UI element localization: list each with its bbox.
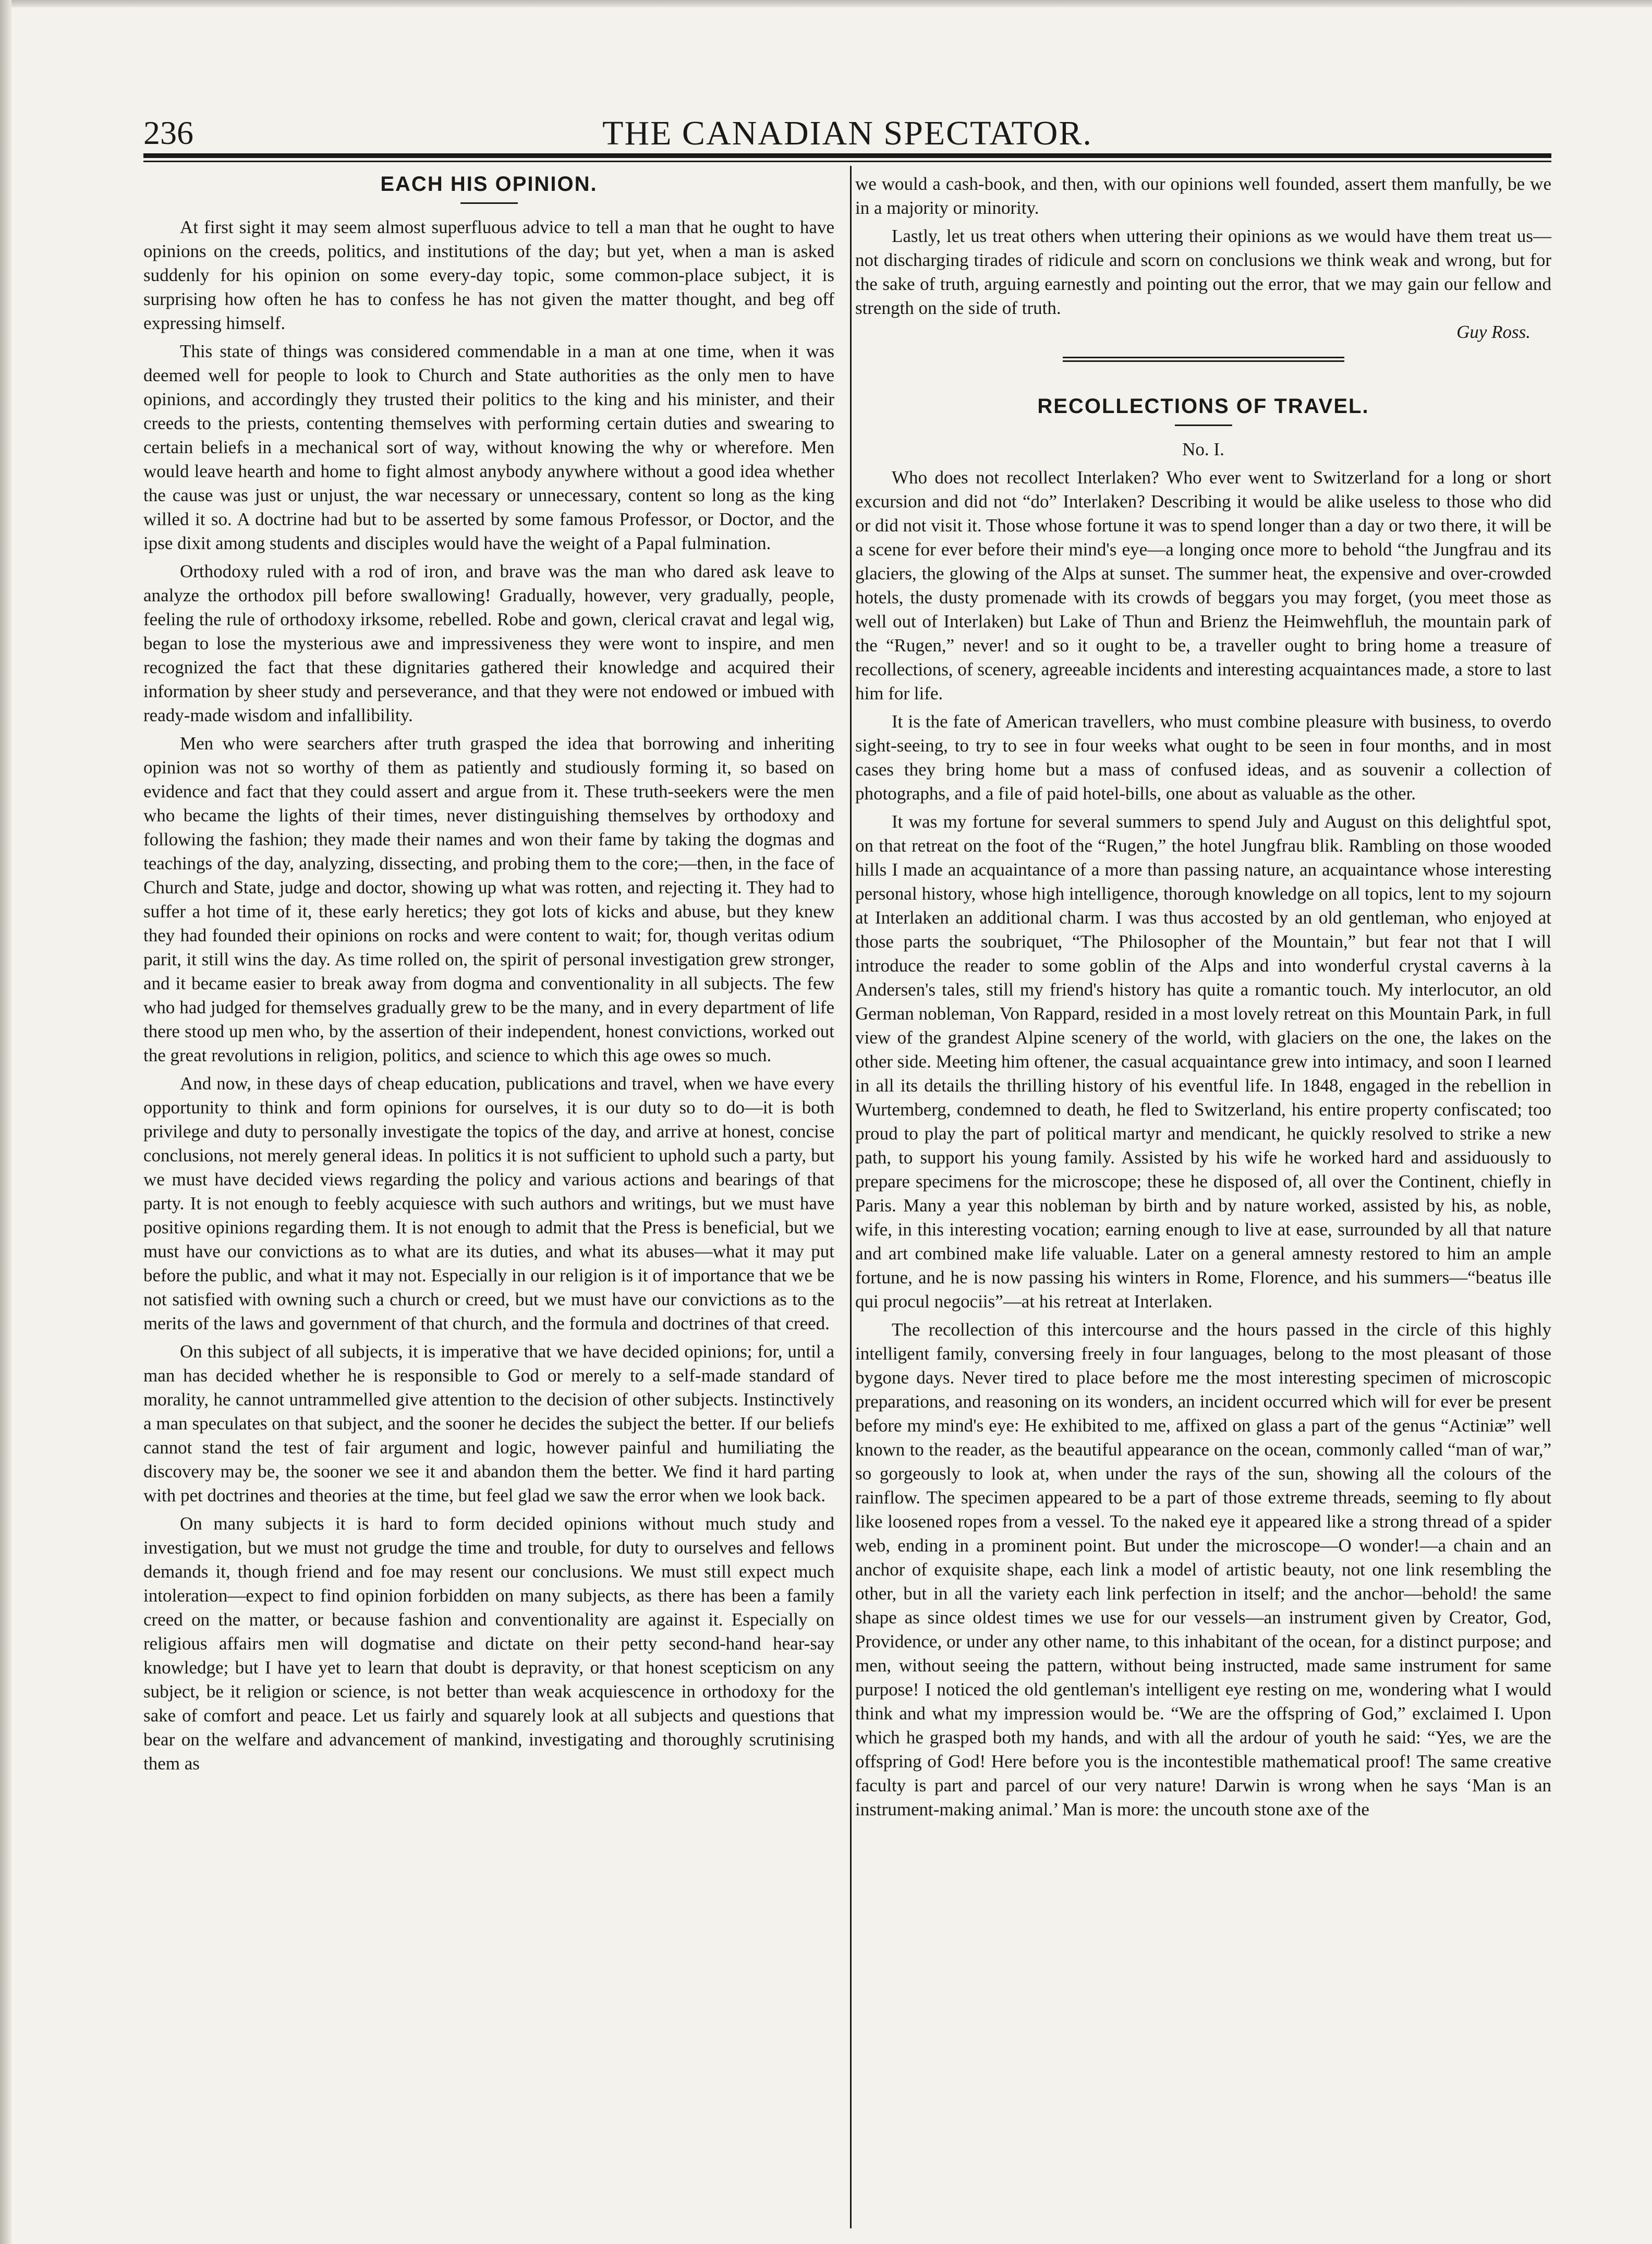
column-divider xyxy=(850,166,852,2228)
scan-edge-top xyxy=(0,0,1652,7)
paragraph: Men who were searchers after truth grasped the idea that borrowing and inheriting opinion was not so worthy of them as patiently and studiously forming it, so based on evidence and fact that they could assert and argue from it. These truth-seekers were the men who became the lights of their times, never distinguishing themselves by orthodoxy and following the fashion; they made their names and won their fame by taking the dogmas and teachings of the day, analyzing, dissecting, and probing them to the core;—then, in the face of Church and State, judge and doctor, showing up what was rotten, and rejecting it. They had to suffer a hot time of it, these early heretics; they got lots of kicks and abuse, but they knew they had founded their opinions on rocks and were content to wait; for, though veritas odium parit, it still wins the day. As time rolled on, the spirit of personal investigation grew stronger, and it became easier to break away from dogma and conventionality in all subjects. The few who had judged for themselves gradually grew to be the many, and in every department of life there stood up men who, by the assertion of their independent, honest convictions, worked out the great revolutions in religion, politics, and science to which this age owes so much. xyxy=(143,733,834,1065)
page-number: 236 xyxy=(143,114,193,151)
page-header xyxy=(143,114,1551,150)
paragraph: It was my fortune for several summers to spend July and August on this delightful spot, on that retreat on the foot of the “Rugen,” the hotel Jungfrau blik. Rambling on those wooded hills I made an acquaintance of a more than passing nature, an acquaintance whose interesting personal history, whose high intelligence, thorough knowledge on all topics, lent to my sojourn at Interlaken an additional charm. I was thus accosted by an old gentleman, who enjoyed at those parts the soubriquet, “The Philosopher of the Mountain,” but fear not that I will introduce the reader to some goblin of the Alps and into wonderful crystal caverns à la Andersen's tales, still my friend's history has quite a romantic touch. My interlocutor, an old German nobleman, Von Rappard, resided in a most lovely retreat on this Mountain Park, in full view of the grandest Alpine scenery of the world, with glaciers on the one, the lakes on the other side. Meeting him oftener, the casual acquaintance grew into intimacy, and soon I learned in all its details the thrilling history of his eventful life. In 1848, engaged in the rebellion in Wurtemberg, condemned to death, he fled to Switzerland, his entire property confiscated; too proud to play the part of political martyr and mendicant, he quickly resolved to strike a new path, to support his young family. Assisted by his wife he worked hard and assiduously to prepare specimens for the microscope; these he disposed of, all over the Continent, chiefly in Paris. Many a year this nobleman by birth and by nature worked, assisted by his, as noble, wife, in this interesting vocation; earning enough to live at ease, surrounded by all that nature and art combined make life valuable. Later on a general amnesty restored to him an ample fortune, and he is now passing his winters in Rome, Florence, and his summers—“beatus ille qui procul negociis”—at his retreat at Interlaken. xyxy=(855,811,1551,1312)
right-column xyxy=(855,172,1551,1822)
paragraph: Orthodoxy ruled with a rod of iron, and brave was the man who dared ask leave to analyze the orthodox pill before swallowing! Gradually, however, very gradually, people, feeling the rule of orthodoxy irksome, rebelled. Robe and gown, clerical cravat and legal wig, began to lose the mysterious awe and impressiveness they were wont to inspire, and men recognized the fact that these dignitaries gathered their knowledge and acquired their information by sheer study and perseverance, and that they were not endowed or imbued with ready-made wisdom and infallibility. xyxy=(143,561,834,725)
paragraph: And now, in these days of cheap education, publications and travel, when we have every opportunity to think and form opinions for ourselves, it is our duty so to do—it is both privilege and duty to personally investigate the topics of the day, and arrive at honest, concise conclusions, not merely general ideas. In politics it is not sufficient to uphold such a party, but we must have decided views regarding the policy and various actions and bearings of that party. It is not enough to feebly acquiesce with such authors and writings, but we must have positive opinions regarding them. It is not enough to admit that the Press is beneficial, but we must have our convictions as to what are its duties, and what its abuses—what it may put before the public, and what it may not. Especially in our religion is it of importance that we be not satisfied with owning such a church or creed, but we must have our convictions as to the merits of the laws and government of that church, and the formula and doctrines of that creed. xyxy=(143,1073,834,1333)
article-separator xyxy=(1063,357,1344,362)
article-title-recollections-of-travel: RECOLLECTIONS OF TRAVEL. xyxy=(1037,395,1369,418)
paragraph-continued: we would a cash-book, and then, with our opinions well founded, assert them manfully, be we in a majority or minority. xyxy=(855,174,1551,218)
header-rule-thick xyxy=(143,153,1551,158)
paragraph: It is the fate of American travellers, who must combine pleasure with business, to overdo sight-seeing, to try to see in four weeks what ought to be seen in four months, and in most cases they bring home but a mass of confused ideas, and as souvenir a collection of photographs, and a file of paid hotel-bills, one about as valuable as the other. xyxy=(855,711,1551,804)
title-rule xyxy=(460,202,518,204)
paragraph: On this subject of all subjects, it is imperative that we have decided opinions; for, until a man has decided whether he is responsible to God or merely to a self-made standard of morality, he cannot untrammelled give attention to the decision of other subjects. Instinctively a man speculates on that subject, and the sooner he decides the subject the better. If our beliefs cannot stand the test of fair argument and logic, however painful and humiliating the discovery may be, the sooner we see it and abandon them the better. We find it hard parting with pet doctrines and theories at the time, but feel glad we saw the error when we look back. xyxy=(143,1341,834,1506)
series-number: No. I. xyxy=(1182,439,1224,459)
scan-edge-left xyxy=(0,0,11,2244)
paragraph: Who does not recollect Interlaken? Who ever went to Switzerland for a long or short excursion and did not “do” Interlaken? Describing it would be alike useless to those who did or did not visit it. Those whose fortune it was to spend longer than a day or two there, it will be a scene for ever before their mind's eye—a longing once more to behold “the Jungfrau and its glaciers, the glowing of the Alps at sunset. The summer heat, the expensive and over-crowded hotels, the dusty promenade with its crowds of beggars you may forget, (you meet those as well out of Interlaken) but Lake of Thun and Brienz the Heimwehfluh, the mountain park of the “Rugen,” never! and so it ought to be, a traveller ought to bring home a treasure of recollections, of scenery, agreeable incidents and interesting acquaintances made, a store to last him for life. xyxy=(855,467,1551,703)
journal-title: THE CANADIAN SPECTATOR. xyxy=(602,114,1092,152)
paragraph: This state of things was considered commendable in a man at one time, when it was deemed well for people to look to Church and State authorities as the only men to have opinions, and accordingly they trusted their politics to the king and his minister, and their creeds to the priests, contenting themselves with performing certain duties and swearing to certain beliefs in a mechanical sort of way, without knowing the why or wherefore. Men would leave hearth and home to fight almost anybody anywhere without a good idea whether the cause was just or unjust, the war necessary or unnecessary, content so long as the king willed it so. A doctrine had but to be asserted by some famous Professor, or Doctor, and the ipse dixit among students and disciples would have the weight of a Papal fulmination. xyxy=(143,341,834,553)
paragraph: On many subjects it is hard to form decided opinions without much study and investigation, but we must not grudge the time and trouble, for duty to ourselves and fellows demands it, though friend and foe may resent our conclusions. We must still expect much intoleration—expect to find opinion forbidden on many subjects, as there has been a family creed on the matter, or because fashion and conventionality are against it. Especially on religious affairs men will dogmatise and dictate on their petty second-hand hear-say knowledge; but I have yet to learn that doubt is depravity, or that honest scepticism on any subject, be it religion or science, is not better than weak acquiescence in orthodoxy for the sake of comfort and peace. Let us fairly and squarely look at all subjects and questions that bear on the welfare and advancement of mankind, investigating and thoroughly scrutinising them as xyxy=(143,1513,834,1774)
title-rule xyxy=(1175,424,1232,426)
paragraph: The recollection of this intercourse and the hours passed in the circle of this highly intelligent family, conversing freely in four languages, belong to the most pleasant of those bygone days. Never tired to place before me the most interesting specimen of microscopic preparations, and reasoning on its wonders, an incident occurred which will for ever be present before my mind's eye: He exhibited to me, affixed on glass a part of the genus “Actiniæ” well known to the reader, as the beautiful appearance on the ocean, commonly called “man of war,” so gorgeously to look at, when under the rays of the sun, showing all the colours of the rainflow. The specimen appeared to be a part of those extreme threads, seeming to fly about like loosened ropes from a vessel. To the naked eye it appeared like a strong thread of a spider web, ending in a prominent point. But under the microscope—O wonder!—a chain and an anchor of exquisite shape, each link a model of artistic beauty, not one link resembling the other, but in all the variety each link perfection in itself; and the anchor—behold! the same shape as since oldest times we use for our vessels—an instrument given by Creator, God, Providence, or under any other name, to this inhabitant of the ocean, for a distinct purpose; and men, without seeing the pattern, without being instructed, made same instrument for same purpose! I noticed the old gentleman's intelligent eye resting on me, wondering what I would think and what my impression would be. “We are the offspring of God,” exclaimed I. Upon which he grasped both my hands, and with all the ardour of youth he said: “Yes, we are the offspring of God! Here before you is the incontestible mathematical proof! The same creative faculty is part and parcel of our very nature! Darwin is wrong when he says ‘Man is an instrument-making animal.’ Man is more: the uncouth stone axe of the xyxy=(855,1319,1551,1820)
paragraph: At first sight it may seem almost superfluous advice to tell a man that he ought to have opinions on the creeds, politics, and institutions of the day; but yet, when a man is asked suddenly for his opinion on some every-day topic, some common-place subject, it is surprising how often he has to confess he has not given the matter thought, and beg off expressing himself. xyxy=(143,217,834,333)
author-signature: Guy Ross. xyxy=(1456,322,1530,342)
header-rule-thin xyxy=(143,161,1551,162)
left-column xyxy=(143,172,834,1776)
article-title-each-his-opinion: EACH HIS OPINION. xyxy=(380,173,598,196)
paragraph: Lastly, let us treat others when uttering their opinions as we would have them treat us—not discharging tirades of ridicule and scorn on conclusions we think weak and wrong, but for the sake of truth, arguing earnestly and pointing out the error, that we may gain our fellow and strength on the side of truth. xyxy=(855,226,1551,318)
